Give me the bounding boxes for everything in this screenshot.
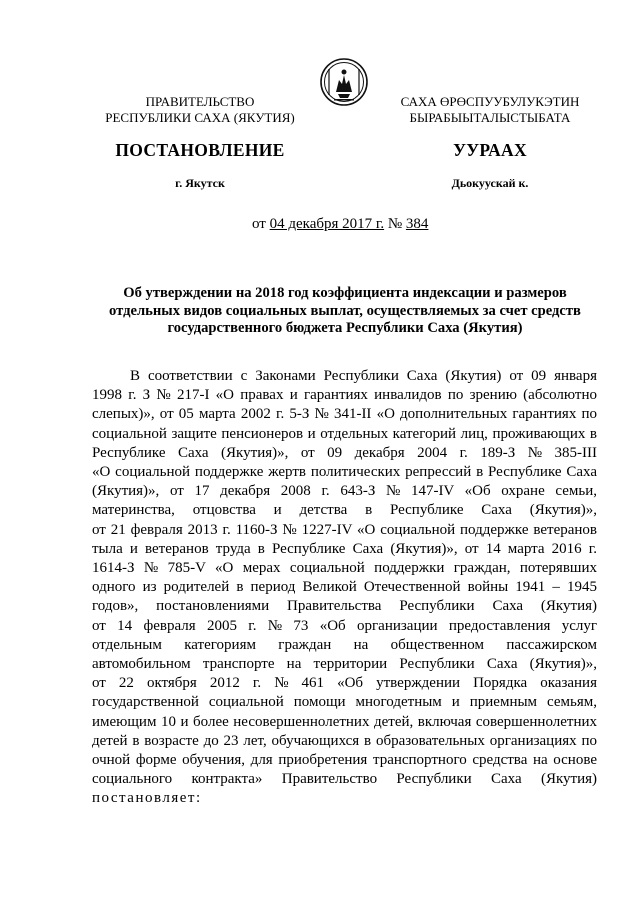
body-line: «О социальной поддержке жертв политических репрессий в Республике Саха: [92, 464, 597, 481]
body-line: 1998 г. З № 217-I «О правах и гарантиях инвалидов по зрению (абсолютно: [92, 387, 597, 404]
body-line: тыла и ветеранов труда в Республике Саха (Якутия)», от 14 марта 2016 г.: [92, 540, 597, 557]
header-left-line2: РЕСПУБЛИКИ САХА (ЯКУТИЯ): [105, 110, 295, 125]
body-line: 1614-З № 785-V «О мерах социальной поддержки граждан, потерявших: [92, 560, 597, 577]
title-line3: государственного бюджета Республики Саха (Якутия): [167, 320, 523, 336]
body-line: детей в возрасте до 23 лет, обучающихся в образовательных организациях по: [92, 732, 597, 749]
doc-type-right: УУРААХ: [453, 140, 527, 160]
body-line: очной форме обучения, для приобретения транспортного средства на основе: [92, 752, 597, 769]
document-title: [90, 285, 600, 338]
title-line2: отдельных видов социальных выплат, осуществляемых за счет средств: [109, 302, 581, 319]
body-line: слепых)», от 05 марта 2002 г. 5-З № 341-II «О дополнительных гарантиях по: [92, 406, 597, 423]
body-line: отдельным категориям граждан на общественном пассажирском: [92, 636, 597, 653]
document-date: 04 декабря 2017 г.: [269, 216, 385, 232]
body-line: имеющим 10 и более несовершеннолетних детей, включая совершеннолетних: [92, 713, 597, 730]
body-line: (Якутия)», от 17 декабря 2008 г. 643-З № 147-IV «Об охране семьи,: [92, 483, 597, 500]
body-line: от 22 октября 2012 г. № 461 «Об утверждении Порядка оказания: [92, 675, 597, 692]
header-left: [80, 94, 320, 126]
dateline-prefix: от: [252, 216, 270, 232]
body-line: социального контракта» Правительство Республики Саха (Якутия): [92, 771, 597, 788]
title-line1: Об утверждении на 2018 год коэффициента индексации и размеров: [123, 285, 567, 301]
header-right-line1: САХА ӨРӨСПУУБУЛУКЭТИН: [400, 94, 580, 109]
body-line: автомобильном транспорте на территории Республики Саха (Якутия)»,: [92, 656, 597, 673]
body-line: В соответствии с Законами Республики Саха (Якутия) от 09 января: [130, 368, 597, 384]
coat-of-arms-icon: [320, 56, 368, 108]
coat-of-arms: [320, 56, 368, 108]
city-right: Дьокуускай к.: [451, 176, 529, 190]
header-right-line2: БЫРАБЫЫТАЛЫСТЫБАТА: [409, 110, 571, 125]
body-line-last: постановляет:: [92, 790, 202, 807]
city-left: г. Якутск: [175, 176, 225, 190]
document-number: 384: [405, 216, 429, 232]
body-line: социальной защите пенсионеров и отдельных категорий лиц, проживающих в: [92, 425, 597, 442]
dateline: [252, 216, 428, 233]
body-line: годов», постановлениями Правительства Республики Саха (Якутия): [92, 598, 597, 615]
body-line: материнства, отцовства и детства в Республике Саха (Якутия)»,: [92, 502, 597, 519]
body-line: от 21 февраля 2013 г. 1160-З № 1227-IV «О социальной поддержке ветеранов: [92, 521, 597, 538]
header-right: [370, 94, 610, 126]
doc-type-left: ПОСТАНОВЛЕНИЕ: [115, 140, 285, 160]
body-paragraph: [92, 367, 597, 809]
header-left-line1: ПРАВИТЕЛЬСТВО: [145, 94, 255, 109]
body-line: государственной социальной помощи многодетным и приемным семьям,: [92, 694, 597, 711]
body-line: от 14 февраля 2005 г. № 73 «Об организации предоставления услуг: [92, 617, 597, 634]
body-line: одного из родителей в период Великой Отечественной войны 1941 – 1945: [92, 579, 597, 596]
body-line: Республике Саха (Якутия)», от 09 декабря 2004 г. 189-З № 385-III: [92, 444, 597, 461]
dateline-number-prefix: №: [384, 216, 406, 232]
